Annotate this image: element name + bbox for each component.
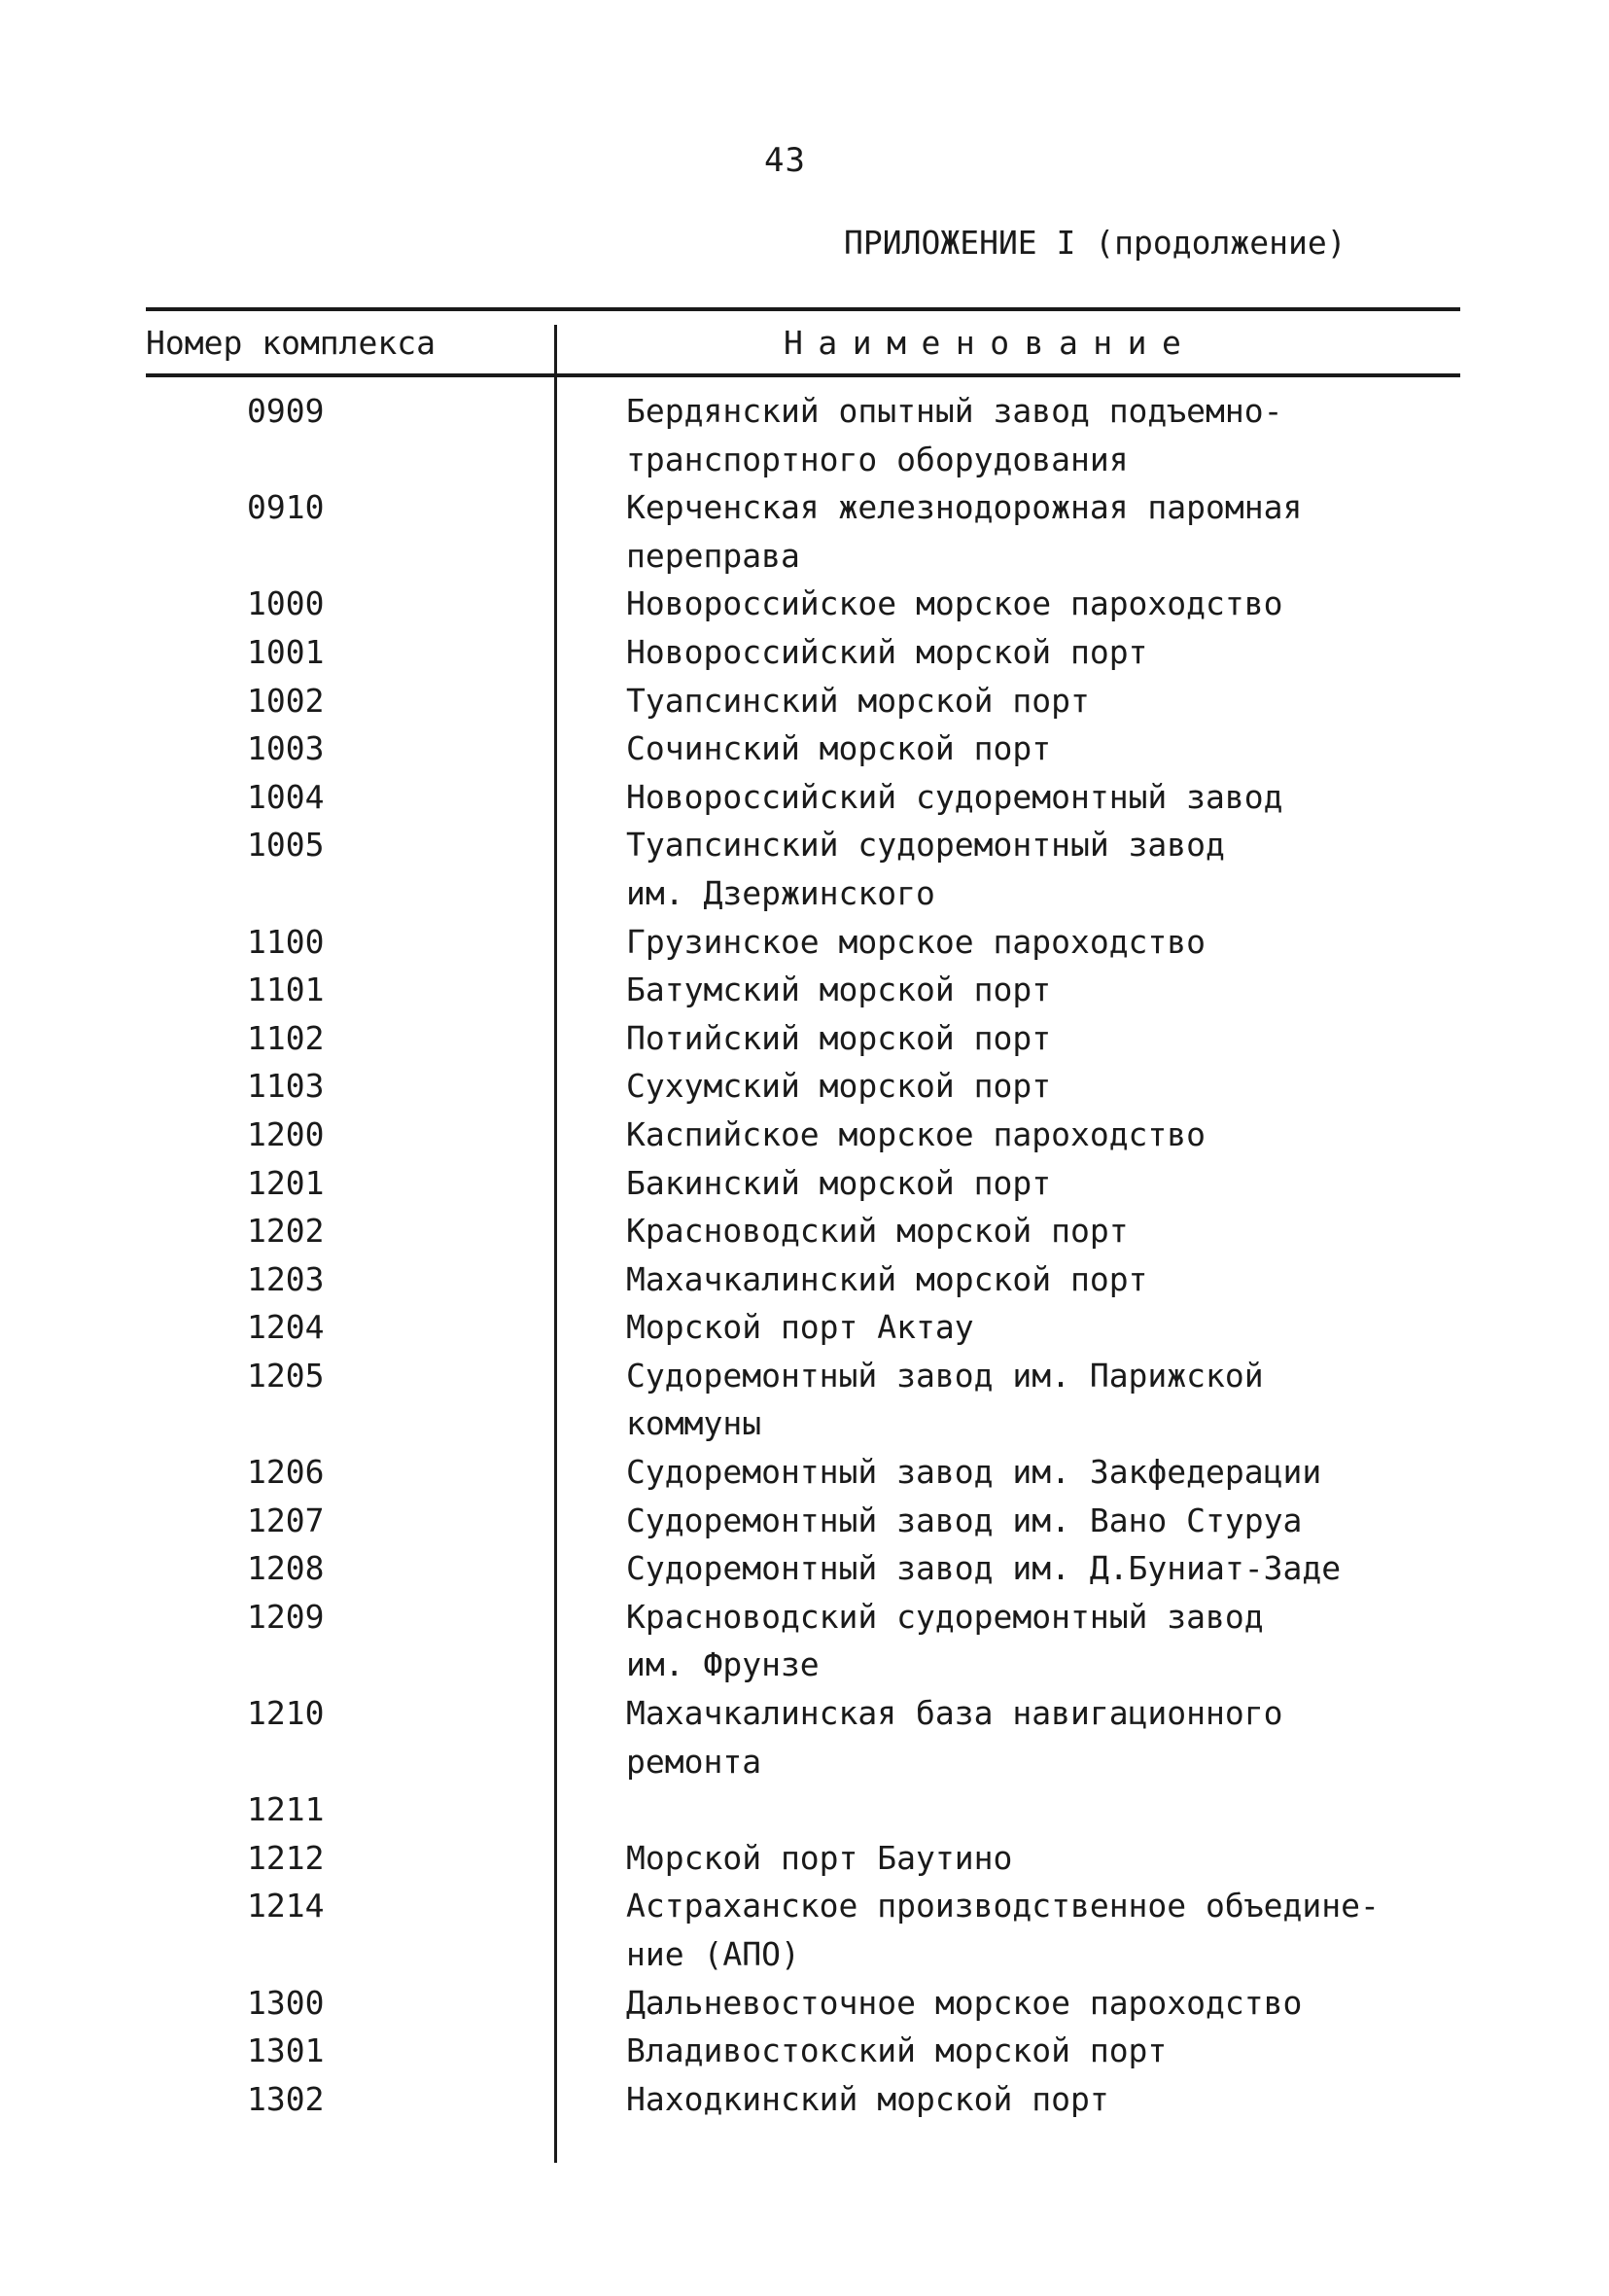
complex-name bbox=[498, 1352, 1609, 1448]
table-row bbox=[0, 1979, 1609, 2028]
complex-name-line: Находкинский морской порт bbox=[626, 2079, 1109, 2118]
complex-number: 1201 bbox=[247, 1163, 325, 1202]
complex-name bbox=[498, 1448, 1609, 1497]
complex-number: 1101 bbox=[247, 971, 325, 1009]
complex-number: 0910 bbox=[247, 488, 325, 527]
complex-name bbox=[498, 821, 1609, 917]
complex-number: 1301 bbox=[247, 2031, 325, 2070]
table-row bbox=[0, 1882, 1609, 1978]
complex-name-line: Морской порт Баутино bbox=[626, 1838, 1013, 1877]
complex-name bbox=[498, 387, 1609, 483]
complex-number: 1102 bbox=[247, 1018, 325, 1057]
table-row bbox=[0, 1448, 1609, 1497]
complex-name-line: Астраханское производственное объедине- bbox=[626, 1887, 1380, 1925]
complex-name-line: Судоремонтный завод им. Вано Стуруа bbox=[626, 1501, 1303, 1539]
complex-name bbox=[498, 1111, 1609, 1159]
complex-name bbox=[498, 1255, 1609, 1304]
complex-name-line: Потийский морской порт bbox=[626, 1018, 1052, 1057]
complex-name bbox=[498, 1062, 1609, 1111]
table-row bbox=[0, 773, 1609, 822]
table-row bbox=[0, 1062, 1609, 1111]
table-row bbox=[0, 677, 1609, 725]
complex-name bbox=[498, 1834, 1609, 1883]
table-row bbox=[0, 1834, 1609, 1883]
complex-name-line: Сочинский морской порт bbox=[626, 729, 1052, 768]
table-row bbox=[0, 966, 1609, 1014]
table-row bbox=[0, 1255, 1609, 1304]
complex-number: 1003 bbox=[247, 729, 325, 768]
complex-number: 1204 bbox=[247, 1308, 325, 1347]
complex-name-line: Новороссийский судоремонтный завод bbox=[626, 777, 1283, 816]
complex-name-line: Керченская железнодорожная паромная bbox=[626, 488, 1303, 527]
complex-name bbox=[498, 773, 1609, 822]
complex-name bbox=[498, 1544, 1609, 1593]
page-number: 43 bbox=[764, 141, 806, 180]
complex-number: 1206 bbox=[247, 1453, 325, 1492]
complex-number: 1302 bbox=[247, 2079, 325, 2118]
complex-name bbox=[498, 1303, 1609, 1352]
table-row bbox=[0, 1593, 1609, 1689]
complex-name bbox=[498, 1014, 1609, 1063]
complex-number: 1100 bbox=[247, 922, 325, 961]
complex-number: 1005 bbox=[247, 826, 325, 865]
complex-name-line bbox=[626, 1785, 1609, 1834]
complex-number: 1207 bbox=[247, 1501, 325, 1539]
complex-name-line: Дальневосточное морское пароходство bbox=[626, 1983, 1303, 2022]
table-row bbox=[0, 387, 1609, 483]
table-row bbox=[0, 918, 1609, 967]
complex-name bbox=[498, 918, 1609, 967]
table-body bbox=[0, 387, 1609, 2123]
complex-name-line: Владивостокский морской порт bbox=[626, 2031, 1168, 2070]
table-row bbox=[0, 1785, 1609, 1834]
header-name: Наименование bbox=[784, 324, 1197, 362]
complex-name bbox=[498, 580, 1609, 628]
complex-number: 1002 bbox=[247, 681, 325, 720]
complex-name-line: Судоремонтный завод им. Закфедерации bbox=[626, 1453, 1322, 1492]
complex-name-line: Бердянский опытный завод подъемно- bbox=[626, 392, 1283, 430]
complex-number: 1205 bbox=[247, 1356, 325, 1395]
complex-name-line: им. Фрунзе bbox=[626, 1645, 820, 1684]
complex-name-line: Красноводский морской порт bbox=[626, 1212, 1129, 1251]
complex-name-line: им. Дзержинского bbox=[626, 873, 935, 912]
complex-name-line: Судоремонтный завод им. Парижской bbox=[626, 1356, 1264, 1395]
table-top-rule bbox=[146, 307, 1460, 311]
complex-name bbox=[498, 2027, 1609, 2075]
complex-name-line: ремонта bbox=[626, 1742, 762, 1781]
table-row bbox=[0, 580, 1609, 628]
complex-name-line: коммуны bbox=[626, 1404, 762, 1443]
table-row bbox=[0, 1497, 1609, 1545]
complex-name bbox=[498, 2075, 1609, 2124]
complex-name-line: Сухумский морской порт bbox=[626, 1067, 1052, 1106]
table-row bbox=[0, 1111, 1609, 1159]
complex-name bbox=[498, 1207, 1609, 1255]
complex-name-line: Красноводский судоремонтный завод bbox=[626, 1597, 1264, 1636]
complex-name-line: Новороссийское морское пароходство bbox=[626, 584, 1283, 623]
table-row bbox=[0, 1207, 1609, 1255]
complex-name-line: Батумский морской порт bbox=[626, 971, 1052, 1009]
table-row bbox=[0, 2027, 1609, 2075]
complex-name bbox=[498, 1979, 1609, 2028]
complex-name-line: Каспийское морское пароходство bbox=[626, 1114, 1207, 1153]
complex-number: 1000 bbox=[247, 584, 325, 623]
complex-name bbox=[498, 1882, 1609, 1978]
complex-name-line: Бакинский морской порт bbox=[626, 1163, 1052, 1202]
complex-name-line: Грузинское морское пароходство bbox=[626, 922, 1207, 961]
table-row bbox=[0, 2075, 1609, 2124]
complex-name-line: транспортного оборудования bbox=[626, 440, 1129, 478]
complex-number: 1103 bbox=[247, 1067, 325, 1106]
complex-name bbox=[498, 1785, 1609, 1834]
table-header-rule bbox=[146, 373, 1460, 377]
complex-number: 1202 bbox=[247, 1212, 325, 1251]
complex-number: 1208 bbox=[247, 1549, 325, 1588]
complex-name bbox=[498, 628, 1609, 677]
complex-number: 1212 bbox=[247, 1838, 325, 1877]
complex-name-line: Туапсинский судоремонтный завод bbox=[626, 826, 1225, 865]
complex-number: 1214 bbox=[247, 1887, 325, 1925]
complex-name bbox=[498, 483, 1609, 580]
table-row bbox=[0, 1544, 1609, 1593]
complex-number: 1001 bbox=[247, 632, 325, 671]
table-row bbox=[0, 821, 1609, 917]
complex-number: 1209 bbox=[247, 1597, 325, 1636]
complex-number: 1004 bbox=[247, 777, 325, 816]
complex-name bbox=[498, 1689, 1609, 1785]
table-row bbox=[0, 1159, 1609, 1208]
complex-number: 1210 bbox=[247, 1694, 325, 1733]
complex-name-line: Махачкалинская база навигационного bbox=[626, 1694, 1283, 1733]
appendix-title: ПРИЛОЖЕНИЕ I (продолжение) bbox=[844, 224, 1347, 262]
complex-number: 1300 bbox=[247, 1983, 325, 2022]
header-number: Номер комплекса bbox=[146, 324, 437, 362]
complex-name-line: Новороссийский морской порт bbox=[626, 632, 1148, 671]
complex-name-line: ние (АПО) bbox=[626, 1935, 800, 1973]
table-row bbox=[0, 1014, 1609, 1063]
table-row bbox=[0, 1352, 1609, 1448]
table-row bbox=[0, 1303, 1609, 1352]
table-row bbox=[0, 1689, 1609, 1785]
complex-name-line: переправа bbox=[626, 536, 800, 575]
complex-number: 0909 bbox=[247, 392, 325, 430]
complex-name bbox=[498, 1159, 1609, 1208]
table-row bbox=[0, 483, 1609, 580]
complex-name bbox=[498, 966, 1609, 1014]
complex-number: 1203 bbox=[247, 1259, 325, 1298]
complex-name bbox=[498, 1497, 1609, 1545]
complex-number: 1200 bbox=[247, 1114, 325, 1153]
complex-name bbox=[498, 724, 1609, 773]
complex-name-line: Судоремонтный завод им. Д.Буниат-Заде bbox=[626, 1549, 1342, 1588]
complex-name-line: Махачкалинский морской порт bbox=[626, 1259, 1148, 1298]
complex-name-line: Туапсинский морской порт bbox=[626, 681, 1090, 720]
table-row bbox=[0, 724, 1609, 773]
complex-number: 1211 bbox=[247, 1790, 325, 1829]
complex-name bbox=[498, 677, 1609, 725]
complex-name-line: Морской порт Актау bbox=[626, 1308, 974, 1347]
complex-name bbox=[498, 1593, 1609, 1689]
table-row bbox=[0, 628, 1609, 677]
